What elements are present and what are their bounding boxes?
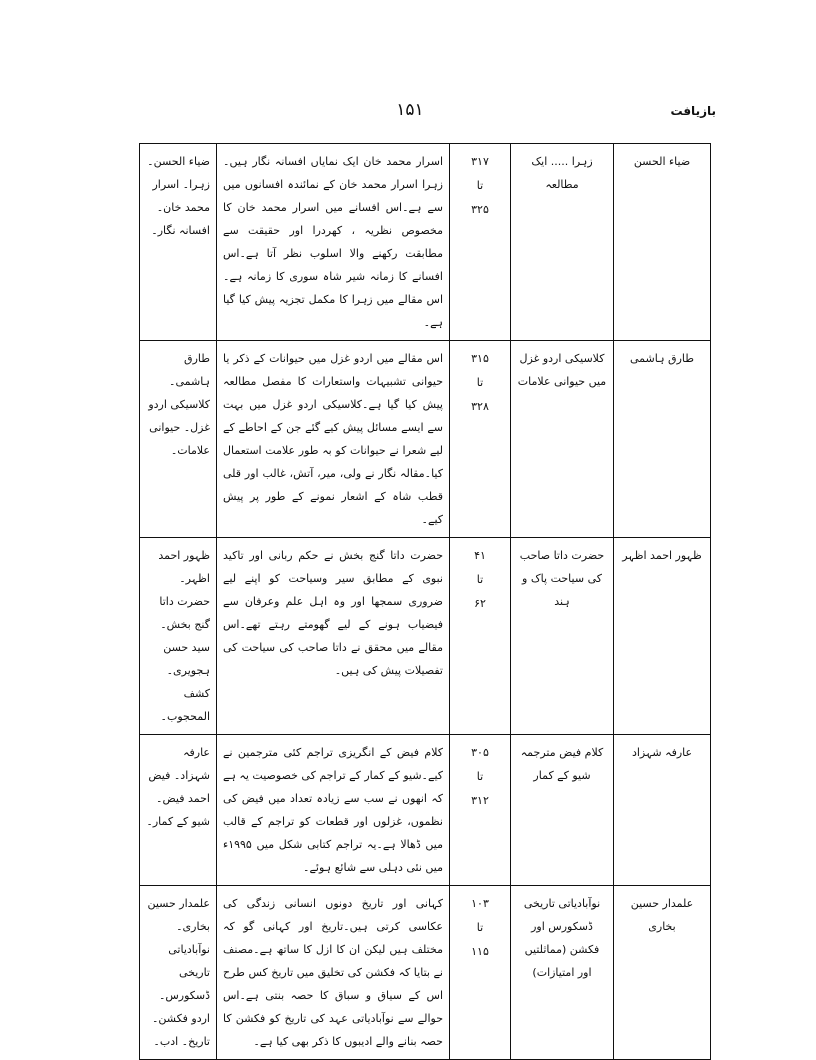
- author-cell: طارق ہاشمی: [614, 341, 711, 538]
- page-sep: تا: [476, 573, 484, 586]
- abstract-cell: کلام فیض کے انگریزی تراجم کئی مترجمین نے کیے۔شیو کے کمار کے تراجم کی خصوصیت یہ ہے کہ انھوں نے سب سے زیادہ تعداد میں فیض کی نظموں، غزلوں اور قطعات کو تراجم کے قالب میں ڈھالا ہے۔یہ تراجم کتابی شکل میں ۱۹۹۵ء میں نئی دہلی سے شائع ہوئے۔: [217, 735, 450, 886]
- pages-cell: [450, 886, 511, 1060]
- page-from: ۱۰۳: [471, 897, 489, 910]
- pages-cell: [450, 144, 511, 341]
- abstract-cell: حضرت داتا گنج بخش نے حکم ربانی اور تاکید نبوی کے مطابق سیر وسیاحت کو اپنے لیے ضروری سمجھا اور وہ اہل علم وعرفان سے فیضیاب ہونے کے لیے گھومتے رہتے تھے۔اس مقالے میں محقق نے داتا صاحب کی سیاحت کی تفصیلات پیش کی ہیں۔: [217, 538, 450, 735]
- page-to: ۱۱۵: [471, 945, 489, 958]
- author-cell: ضیاء الحسن: [614, 144, 711, 341]
- page-sep: تا: [476, 770, 484, 783]
- table-row: [140, 341, 711, 538]
- keywords-cell: ضیاء الحسن۔ زہرا۔ اسرار محمد خان۔ افسانہ نگار۔: [140, 144, 217, 341]
- abstract-cell: اس مقالے میں اردو غزل میں حیوانات کے ذکر یا حیوانی تشبیہات واستعارات کا مفصل مطالعہ پیش کیا گیا ہے۔کلاسیکی اردو غزل میں بہت سے ایسے مسائل پیش کیے گئے جن کے احاطے کے لیے شعرا نے حیوانات کو بہ طور علامت استعمال کیا۔مقالہ نگار نے ولی، میر، آتش، غالب اور قلی قطب شاہ کے اشعار نمونے کے طور پر پیش کیے۔: [217, 341, 450, 538]
- title-cell: حضرت داتا صاحب کی سیاحت پاک و ہند: [511, 538, 614, 735]
- index-table: [139, 143, 711, 1060]
- page-sep: تا: [476, 376, 484, 389]
- page-to: ۶۲: [474, 597, 486, 610]
- table-row: [140, 735, 711, 886]
- page-to: ۳۲۵: [471, 203, 489, 216]
- keywords-cell: طارق ہاشمی۔ کلاسیکی اردو غزل۔ حیوانی علامات۔: [140, 341, 217, 538]
- page-to: ۳۱۲: [471, 794, 489, 807]
- title-cell: نوآبادیاتی تاریخی ڈسکورس اور فکشن (مماثلتیں اور امتیازات): [511, 886, 614, 1060]
- keywords-cell: علمدار حسین بخاری۔ نوآبادیاتی تاریخی ڈسکورس۔ اردو فکشن۔ تاریخ۔ ادب۔: [140, 886, 217, 1060]
- journal-name: بازیافت: [670, 104, 716, 118]
- page-from: ۳۱۷: [471, 155, 489, 168]
- page-sep: تا: [476, 179, 484, 192]
- page-from: ۳۱۵: [471, 352, 489, 365]
- table-row: [140, 144, 711, 341]
- page-from: ۴۱: [474, 549, 486, 562]
- page-sep: تا: [476, 921, 484, 934]
- page-to: ۳۲۸: [471, 400, 489, 413]
- keywords-cell: عارفہ شہزاد۔ فیض احمد فیض۔ شیو کے کمار۔: [140, 735, 217, 886]
- pages-cell: [450, 538, 511, 735]
- table-row: [140, 538, 711, 735]
- title-cell: کلام فیض مترجمہ شیو کے کمار: [511, 735, 614, 886]
- author-cell: عارفہ شہزاد: [614, 735, 711, 886]
- title-cell: کلاسیکی اردو غزل میں حیوانی علامات: [511, 341, 614, 538]
- page-from: ۳۰۵: [471, 746, 489, 759]
- author-cell: علمدار حسین بخاری: [614, 886, 711, 1060]
- author-cell: ظہور احمد اظہر: [614, 538, 711, 735]
- page-header: [0, 100, 816, 130]
- pages-cell: [450, 735, 511, 886]
- page-number: ۱۵۱: [396, 100, 424, 120]
- abstract-cell: کہانی اور تاریخ دونوں انسانی زندگی کی عکاسی کرتی ہیں۔تاریخ اور کہانی گو کہ مختلف ہیں لیکن ان کا ازل کا ساتھ ہے۔مصنف نے بتایا کہ فکشن کی تخلیق میں تاریخ کس طرح اس کے سیاق و سباق کا حصہ بنتی ہے۔اس حوالے سے نوآبادیاتی عہد کی تاریخ کو فکشن کا حصہ بنانے والے ادیبوں کا ذکر بھی کیا ہے۔: [217, 886, 450, 1060]
- title-cell: زہرا ..... ایک مطالعہ: [511, 144, 614, 341]
- keywords-cell: ظہور احمد اظہر۔ حضرت داتا گنج بخش۔ سید حسن ہجویری۔ کشف المحجوب۔: [140, 538, 217, 735]
- abstract-cell: اسرار محمد خان ایک نمایاں افسانہ نگار ہیں۔زہرا اسرار محمد خان کے نمائندہ افسانوں میں سے ہے۔اس افسانے میں اسرار محمد خان کا مخصوص نظریہ ، کھردرا اور حقیقت سے مطابقت رکھنے والا اسلوب نظر آتا ہے۔اس افسانے کا زمانہ شیر شاہ سوری کا زمانہ ہے۔اس مقالے میں زہرا کا مکمل تجزیہ پیش کیا گیا ہے۔: [217, 144, 450, 341]
- table-row: [140, 886, 711, 1060]
- pages-cell: [450, 341, 511, 538]
